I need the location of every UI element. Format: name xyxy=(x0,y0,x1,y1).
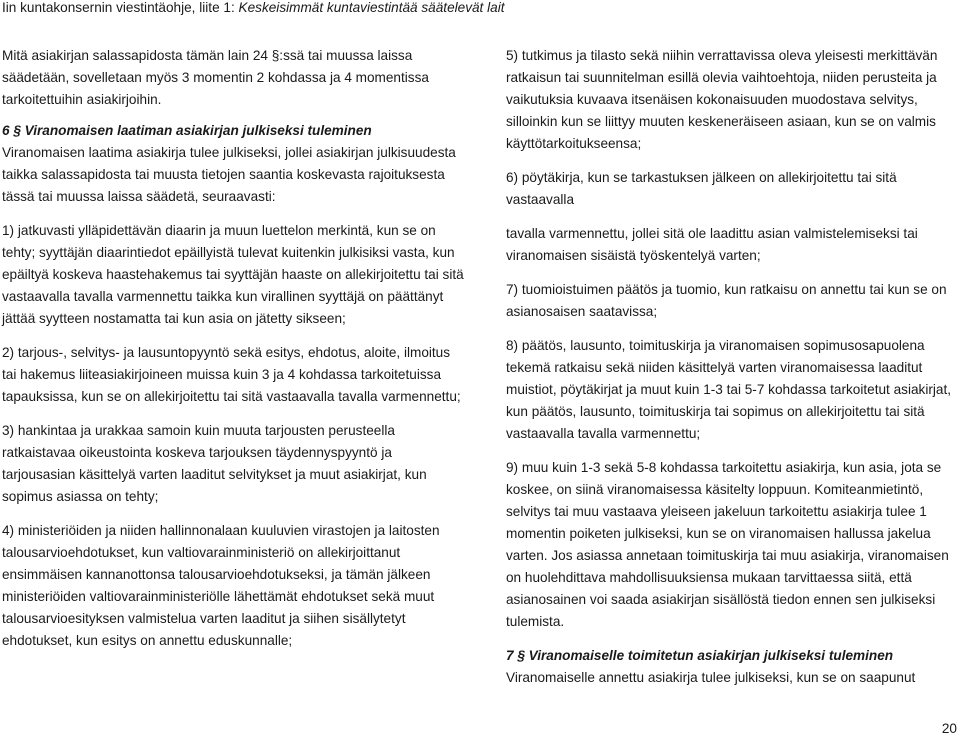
list-item-5: 5) tutkimus ja tilasto sekä niihin verrattavissa oleva yleisesti merkittävän ratkaisun tai suunnitelman esillä olevia vaihtoehtoja, niiden perusteita ja vaikutuksia kuvaava itsenäisen kokonaisuuden muodostava selvitys, silloinkin kun se liittyy muuten keskeneräiseen asiaan, kun se on valmis käyttötarkoitukseensa; xyxy=(506,48,938,151)
section-7-body: Viranomaiselle annettu asiakirja tulee julkiseksi, kun se on saapunut xyxy=(506,670,916,685)
section-6-body: Viranomaisen laatima asiakirja tulee julkiseksi, jollei asiakirjan julkisuudesta taikka salassapidosta tai muusta tietojen saantia koskevasta rajoituksesta tässä tai muussa laissa säädetä, seuraavasti: xyxy=(2,145,456,204)
page-number: 20 xyxy=(941,721,957,736)
list-item-6-continued: tavalla varmennettu, jollei sitä ole laadittu asian valmistelemiseksi tai viranomaisen sisäistä työskentelyä varten; xyxy=(506,226,918,263)
list-item-1: 1) jatkuvasti ylläpidettävän diaarin ja muun luettelon merkintä, kun se on tehty; syyttäjän diaarintiedot epäillyistä tulevat kuitenkin julkisiksi vasta, kun epäiltyä koskeva haastehakemus tai syyttäjän haaste on allekirjoitettu tai sitä vastaavalla tavalla varmennettu taikka kun virallinen syyttäjä on päättänyt jättää syytteen nostamatta tai kun asia on jätetty sikseen; xyxy=(2,223,464,326)
document-header xyxy=(2,0,957,16)
left-column xyxy=(2,45,464,664)
list-item-4: 4) ministeriöiden ja niiden hallinnonalaan kuuluvien virastojen ja laitosten talousarvioehdotukset, kun valtiovarainministeriö on allekirjoittanut ensimmäisen kannanottonsa talousarvioehdotukseksi, ja tämän jälkeen ministeriöiden valtiovarainministeriölle lähettämät ehdotukset sekä muut talousarvioesityksen valmistelua varten laaditut ja siihen sisällytetyt ehdotukset, kun esitys on annettu eduskunnalle; xyxy=(2,523,440,648)
list-item-2: 2) tarjous-, selvitys- ja lausuntopyyntö sekä esitys, ehdotus, aloite, ilmoitus tai hakemus liiteasiakirjoineen muissa kuin 3 ja 4 kohdassa tarkoitetuissa tapauksissa, kun se on allekirjoitettu tai sitä vastaavalla tavalla varmennettu; xyxy=(2,345,461,404)
section-7-heading: 7 § Viranomaiselle toimitetun asiakirjan julkiseksi tuleminen xyxy=(506,648,894,663)
intro-paragraph: Mitä asiakirjan salassapidosta tämän lain 24 §:ssä tai muussa laissa säädetään, sovelletaan myös 3 momentin 2 kohdassa ja 4 momentissa tarkoitettuihin asiakirjoihin. xyxy=(2,48,429,107)
header-prefix: Iin kuntakonsernin viestintäohje, liite 1: xyxy=(2,0,239,15)
list-item-8: 8) päätös, lausunto, toimituskirja ja viranomaisen sopimusosapuolena tekemä ratkaisu sekä niiden käsittelyä varten viranomaisessa laaditut muistiot, pöytäkirjat ja muut kuin 1-3 tai 5-7 kohdassa tarkoitetut asiakirjat, kun päätös, lausunto, toimituskirja tai sopimus on allekirjoitettu tai sitä vastaavalla tavalla varmennettu; xyxy=(506,338,952,441)
list-item-6: 6) pöytäkirja, kun se tarkastuksen jälkeen on allekirjoitettu tai sitä vastaavalla xyxy=(506,170,897,207)
list-item-7: 7) tuomioistuimen päätös ja tuomio, kun ratkaisu on annettu tai kun se on asianosaisen saatavissa; xyxy=(506,282,947,319)
right-column xyxy=(506,45,958,689)
list-item-9: 9) muu kuin 1-3 sekä 5-8 kohdassa tarkoitettu asiakirja, kun asia, jota se koskee, on siinä viranomaisessa käsitelty loppuun. Komiteanmietintö, selvitys tai muu vastaava yleiseen jakeluun tarkoitettu asiakirja tulee 1 momentin poiketen julkiseksi, kun se on viranomaisen hallussa jakelua varten. Jos asiassa annetaan toimituskirja tai muu asiakirja, viranomaisen on huolehdittava mahdollisuuksiensa mukaan tarvittaessa siitä, että asianosainen voi saada asiakirjan sisällöstä tiedon ennen sen julkiseksi tulemista. xyxy=(506,460,949,629)
section-6-heading: 6 § Viranomaisen laatiman asiakirjan julkiseksi tuleminen xyxy=(2,123,372,138)
header-title: Keskeisimmät kuntaviestintää säätelevät lait xyxy=(238,0,505,15)
list-item-3: 3) hankintaa ja urakkaa samoin kuin muuta tarjousten perusteella ratkaistavaa oikeustointa koskeva tarjouksen täydennyspyyntö ja tarjousasian käsittelyä varten laaditut selvitykset ja muut asiakirjat, kun sopimus asiassa on tehty; xyxy=(2,423,427,504)
